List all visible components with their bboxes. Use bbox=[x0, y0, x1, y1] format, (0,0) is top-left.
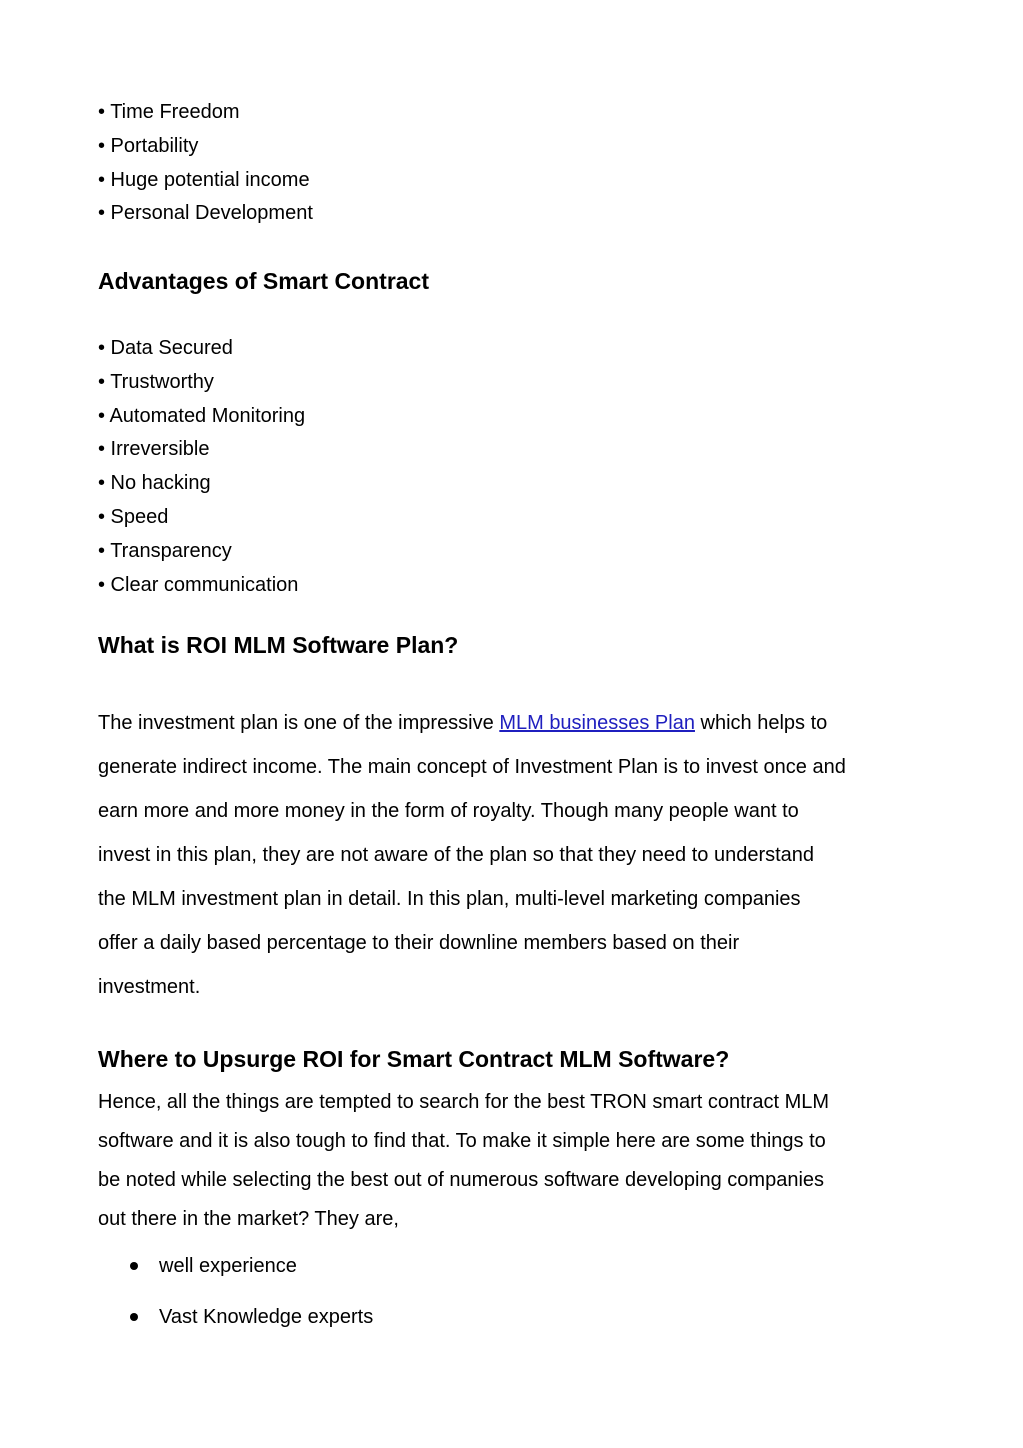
advantages-heading: Advantages of Smart Contract bbox=[98, 268, 430, 294]
paragraph-line: software and it is also tough to find that. To make it simple here are some things to bbox=[98, 1130, 826, 1152]
paragraph-text: which helps to bbox=[694, 712, 828, 734]
list-item: • Portability bbox=[98, 134, 199, 157]
list-item: • Data Secured bbox=[98, 337, 233, 359]
paragraph-line: earn more and more money in the form of royalty. Though many people want to bbox=[98, 800, 799, 822]
paragraph-line: be noted while selecting the best out of numerous software developing companies bbox=[98, 1169, 825, 1191]
list-item: • Trustworthy bbox=[98, 370, 214, 393]
mlm-businesses-plan-link[interactable]: MLM businesses Plan bbox=[499, 712, 695, 734]
list-item: • Irreversible bbox=[98, 438, 210, 461]
list-item: • Personal Development bbox=[98, 202, 313, 225]
roi-plan-paragraph bbox=[98, 701, 928, 1009]
paragraph-line: out there in the market? They are, bbox=[98, 1208, 399, 1230]
list-item: • Clear communication bbox=[98, 573, 299, 596]
bullet-icon bbox=[130, 1262, 138, 1270]
list-item: • Time Freedom bbox=[98, 101, 240, 123]
paragraph-line: generate indirect income. The main concept of Investment Plan is to invest once and bbox=[98, 756, 846, 778]
list-item-label: well experience bbox=[159, 1255, 297, 1277]
list-item-label: Vast Knowledge experts bbox=[159, 1306, 374, 1328]
upsurge-paragraph bbox=[98, 1083, 928, 1239]
list-item: • Automated Monitoring bbox=[98, 404, 306, 427]
paragraph-line: Hence, all the things are tempted to search for the best TRON smart contract MLM bbox=[98, 1091, 830, 1113]
paragraph-line: invest in this plan, they are not aware of the plan so that they need to understand bbox=[98, 844, 815, 866]
list-item: • Speed bbox=[98, 505, 169, 528]
advantages-list bbox=[98, 332, 305, 602]
list-item: • Huge potential income bbox=[98, 168, 310, 191]
paragraph-line: the MLM investment plan in detail. In this plan, multi-level marketing companies bbox=[98, 888, 801, 910]
paragraph-line: investment. bbox=[98, 976, 201, 998]
benefits-list bbox=[98, 96, 313, 231]
paragraph-line: offer a daily based percentage to their downline members based on their bbox=[98, 932, 740, 954]
list-item: • No hacking bbox=[98, 472, 211, 495]
roi-plan-heading: What is ROI MLM Software Plan? bbox=[98, 632, 459, 658]
upsurge-heading: Where to Upsurge ROI for Smart Contract MLM Software? bbox=[98, 1046, 730, 1072]
paragraph-line bbox=[98, 701, 928, 745]
paragraph-text: The investment plan is one of the impressive bbox=[98, 712, 500, 734]
list-item: • Transparency bbox=[98, 539, 232, 562]
bullet-icon bbox=[130, 1313, 138, 1321]
